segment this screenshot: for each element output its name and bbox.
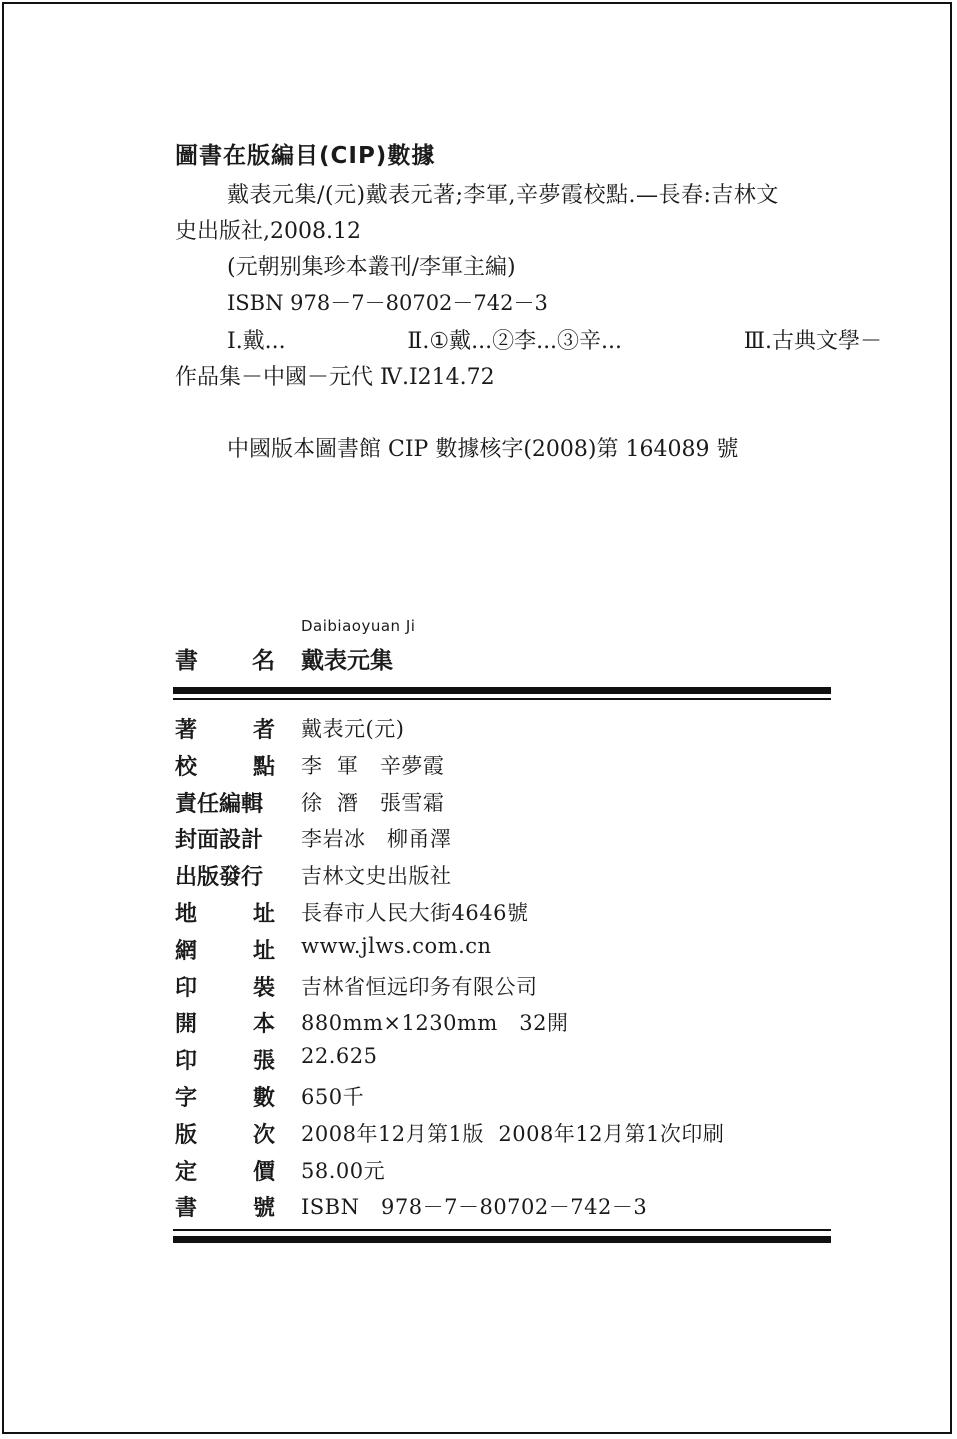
info-label-text: 址	[252, 902, 275, 927]
info-label	[175, 860, 275, 891]
info-label-text: 校	[175, 755, 198, 780]
info-label-text: 張	[252, 1049, 275, 1074]
info-value: 戴表元(元)	[301, 717, 405, 741]
info-row	[175, 934, 875, 964]
info-label	[175, 1044, 275, 1075]
info-label-text: 封面設計	[175, 828, 264, 853]
cip-class-3: Ⅲ.古典文學－	[743, 329, 882, 354]
cip-verification-line: 中國版本圖書館 CIP 數據核字(2008)第 164089 號	[227, 437, 739, 462]
info-value: 李岩冰 柳甬澤	[301, 827, 452, 851]
info-label-text: 點	[252, 755, 275, 780]
info-label	[175, 713, 275, 744]
info-row	[175, 750, 875, 780]
info-row	[175, 1081, 875, 1111]
book-title: 戴表元集	[301, 648, 393, 674]
info-value: 吉林文史出版社	[301, 864, 452, 888]
bottom-rule-thin	[173, 1229, 831, 1231]
info-label-text: 著	[175, 718, 198, 743]
info-label-text: 次	[252, 1123, 275, 1148]
info-label-text: 出版發行	[175, 865, 264, 890]
info-label-text: 價	[252, 1160, 275, 1185]
info-label-text: 版	[175, 1123, 198, 1148]
info-row	[175, 1191, 875, 1221]
info-value: 58.00元	[301, 1159, 386, 1183]
info-value: 長春市人民大街4646號	[301, 901, 529, 925]
cip-line-3: (元朝别集珍本叢刊/李軍主編)	[227, 255, 516, 280]
info-value: 2008年12月第1版 2008年12月第1次印刷	[301, 1122, 725, 1146]
info-row	[175, 971, 875, 1001]
title-label	[175, 642, 275, 675]
info-label	[175, 971, 275, 1002]
info-label-text: 裝	[252, 976, 275, 1001]
info-label-text: 印	[175, 1049, 198, 1074]
info-row	[175, 823, 875, 853]
cip-classification-line	[227, 324, 882, 355]
info-label	[175, 1155, 275, 1186]
cip-isbn-line: ISBN 978－7－80702－742－3	[227, 291, 548, 315]
top-rule-thin	[173, 698, 831, 700]
cip-line-1: 戴表元集/(元)戴表元著;李軍,辛夢霞校點.—長春:吉林文	[227, 183, 779, 208]
info-label-text: 字	[175, 1086, 198, 1111]
info-label-text: 印	[175, 976, 198, 1001]
info-value: www.jlws.com.cn	[301, 934, 492, 958]
title-label-char-1: 書	[175, 648, 198, 674]
info-label	[175, 823, 275, 854]
title-label-char-2: 名	[252, 648, 275, 674]
info-row	[175, 1118, 875, 1148]
info-label	[175, 1118, 275, 1149]
info-label	[175, 934, 275, 965]
info-value: 22.625	[301, 1044, 378, 1068]
info-label	[175, 750, 275, 781]
info-label	[175, 787, 275, 818]
info-value: 吉林省恒远印务有限公司	[301, 975, 538, 999]
info-value: 徐 潛 張雪霜	[301, 791, 445, 815]
info-label-text: 址	[252, 939, 275, 964]
info-label-text: 數	[252, 1086, 275, 1111]
info-row	[175, 897, 875, 927]
info-label-text: 開	[175, 1012, 198, 1037]
info-label-text: 書	[175, 1196, 198, 1221]
info-label-text: 網	[175, 939, 198, 964]
cip-line-6: 作品集－中國－元代 Ⅳ.I214.72	[175, 365, 495, 390]
info-label-text: 責任編輯	[175, 792, 264, 817]
info-row	[175, 713, 875, 743]
info-label-text: 地	[175, 902, 198, 927]
info-label	[175, 1191, 275, 1222]
top-rule-thick	[173, 687, 831, 694]
info-value: 650千	[301, 1085, 365, 1109]
cip-title: 圖書在版編目(CIP)數據	[175, 143, 436, 169]
info-label	[175, 897, 275, 928]
cip-class-2: Ⅱ.①戴...②李...③辛...	[407, 329, 623, 354]
bottom-rule-thick	[173, 1236, 831, 1243]
info-label	[175, 1081, 275, 1112]
info-row	[175, 787, 875, 817]
cip-class-1: Ⅰ.戴...	[227, 329, 286, 354]
info-row	[175, 1007, 875, 1037]
info-label-text: 本	[252, 1012, 275, 1037]
cip-line-2: 史出版社,2008.12	[175, 219, 361, 244]
info-value: 李 軍 辛夢霞	[301, 754, 445, 778]
info-label-text: 號	[252, 1196, 275, 1221]
info-value: ISBN 978－7－80702－742－3	[301, 1195, 648, 1219]
title-pinyin: Daibiaoyuan Ji	[301, 617, 416, 635]
info-label-text: 者	[252, 718, 275, 743]
info-row	[175, 1044, 875, 1074]
info-label	[175, 1007, 275, 1038]
info-row	[175, 860, 875, 890]
info-row	[175, 1155, 875, 1185]
info-label-text: 定	[175, 1160, 198, 1185]
info-value: 880mm×1230mm 32開	[301, 1011, 569, 1035]
